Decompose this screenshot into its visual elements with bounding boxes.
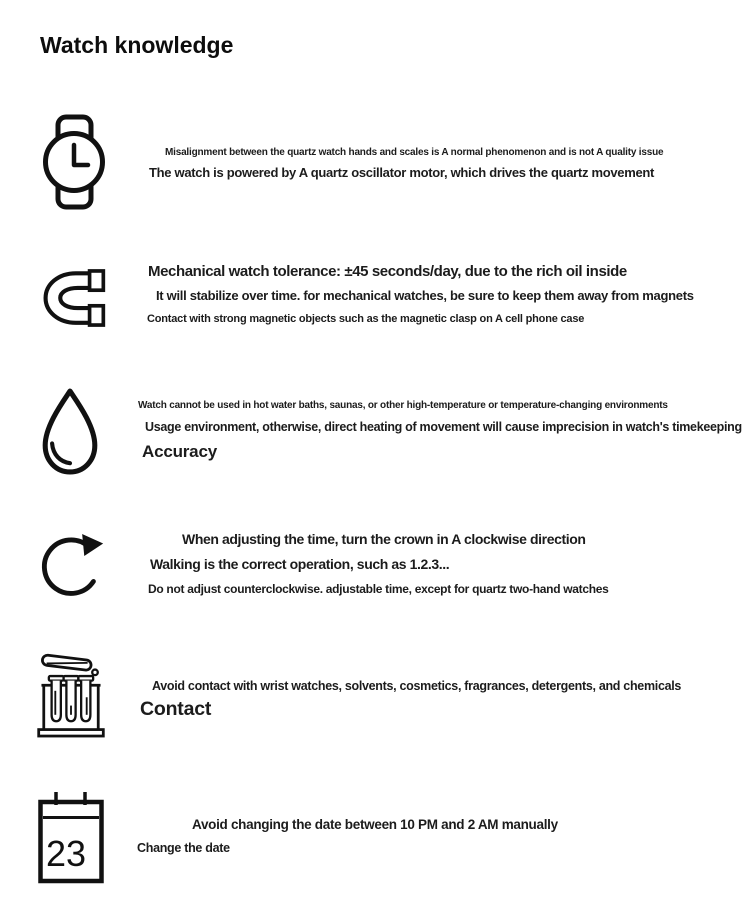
text-line: Misalignment between the quartz watch hands and scales is A normal phenomenon and is not A quality issue xyxy=(165,147,664,158)
water-drop-icon xyxy=(36,385,104,478)
watch-icon xyxy=(41,114,107,210)
section-heading-contact: Contact xyxy=(140,698,212,720)
page-title: Watch knowledge xyxy=(40,32,234,58)
section-heading-accuracy: Accuracy xyxy=(142,442,217,461)
text-line: Avoid changing the date between 10 PM and 2 AM manually xyxy=(192,817,558,832)
text-line: Walking is the correct operation, such as 1.2.3... xyxy=(150,556,450,572)
magnet-icon xyxy=(41,268,107,328)
clockwise-arrow-icon xyxy=(38,522,108,602)
text-line: Change the date xyxy=(137,841,230,855)
text-line: Mechanical watch tolerance: ±45 seconds/day, due to the rich oil inside xyxy=(148,263,627,280)
text-line: Avoid contact with wrist watches, solvents, cosmetics, fragrances, detergents, and chemicals xyxy=(152,679,682,693)
text-line: Contact with strong magnetic objects such as the magnetic clasp on A cell phone case xyxy=(147,313,585,325)
text-line: Do not adjust counterclockwise. adjustable time, except for quartz two-hand watches xyxy=(148,582,609,596)
text-line: Usage environment, otherwise, direct heating of movement will cause imprecision in watch's timekeeping xyxy=(145,420,742,434)
text-line: When adjusting the time, turn the crown in A clockwise direction xyxy=(182,531,586,547)
text-line: Watch cannot be used in hot water baths, saunas, or other high-temperature or temperature-changing environments xyxy=(138,400,668,411)
calendar-day: 23 xyxy=(45,833,87,874)
test-tubes-icon xyxy=(35,646,107,743)
text-line: It will stabilize over time. for mechanical watches, be sure to keep them away from magnets xyxy=(156,288,694,303)
calendar-icon xyxy=(37,789,105,885)
text-line: The watch is powered by A quartz oscillator motor, which drives the quartz movement xyxy=(149,165,655,180)
